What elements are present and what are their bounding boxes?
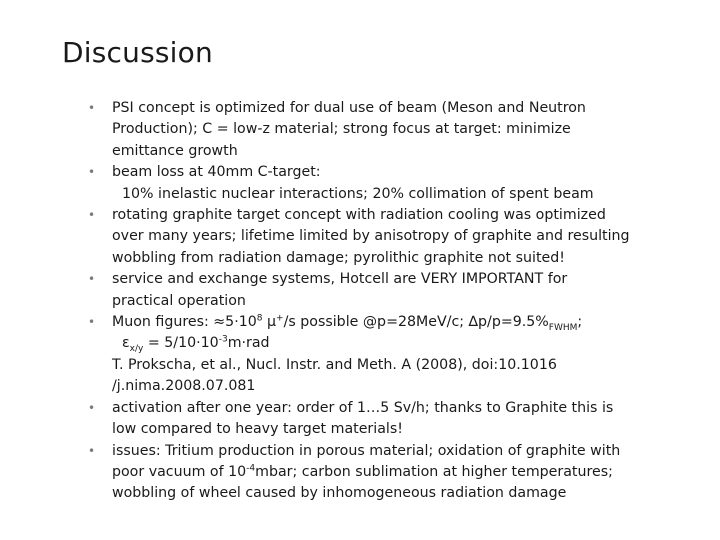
muon-charge: + — [276, 313, 284, 324]
bullet-marker: • — [88, 400, 96, 415]
muon-semicolon: ; — [577, 314, 583, 331]
bullet-list — [88, 98, 698, 505]
muon-rate: /s possible @p=28MeV/c; ∆p/p=9.5% — [283, 314, 549, 331]
bullet-line: Production); C = low-z material; strong focus at target: minimize — [112, 121, 571, 138]
muon-symbol: μ — [262, 314, 277, 331]
reference-line: T. Prokscha, et al., Nucl. Instr. and Meth. A (2008), doi:10.1016 — [112, 356, 557, 373]
bullet-line: service and exchange systems, Hotcell are VERY IMPORTANT for — [112, 271, 568, 288]
muon-exponent: 8 — [256, 313, 263, 324]
bullet-line: activation after one year: order of 1…5 Sv/h; thanks to Graphite this is — [112, 399, 614, 416]
bullet-line: wobbling from radiation damage; pyrolithic graphite not suited! — [112, 249, 565, 266]
bullet-issues — [88, 441, 698, 505]
emittance-exponent: -3 — [218, 334, 228, 345]
bullet-psi-concept — [88, 98, 698, 162]
bullet-beam-loss — [88, 162, 698, 205]
bullet-line: PSI concept is optimized for dual use of beam (Meson and Neutron — [112, 100, 586, 116]
emittance-line — [112, 333, 698, 354]
slide-title: Discussion — [62, 36, 213, 69]
emittance-subscript: x/y — [129, 344, 144, 355]
fwhm-subscript: FWHM — [548, 322, 578, 333]
vacuum-post: mbar; carbon sublimation at higher temperatures; — [255, 463, 613, 480]
bullet-line: practical operation — [112, 292, 246, 309]
bullet-marker: • — [88, 443, 96, 458]
vacuum-exponent: -4 — [246, 463, 256, 474]
emittance-unit: m·rad — [227, 335, 270, 352]
bullet-line: beam loss at 40mm C-target: — [112, 164, 321, 181]
bullet-marker: • — [88, 272, 96, 287]
bullet-service-systems — [88, 269, 698, 312]
bullet-marker: • — [88, 208, 96, 223]
bullet-marker: • — [88, 101, 96, 115]
bullet-marker: • — [88, 315, 96, 330]
emittance-symbol: ε — [122, 335, 130, 352]
muon-rate-line — [112, 312, 698, 333]
bullet-line: 10% inelastic nuclear interactions; 20% collimation of spent beam — [122, 185, 594, 202]
muon-prefix: Muon figures: ≈5·10 — [112, 314, 257, 331]
bullet-line: wobbling of wheel caused by inhomogeneous radiation damage — [112, 485, 567, 502]
bullet-line: over many years; lifetime limited by anisotropy of graphite and resulting — [112, 228, 630, 245]
vacuum-pre: poor vacuum of 10 — [112, 463, 247, 480]
bullet-line: issues: Tritium production in porous material; oxidation of graphite with — [112, 442, 621, 459]
bullet-activation — [88, 398, 698, 441]
bullet-muon-figures — [88, 312, 698, 398]
reference-line: /j.nima.2008.07.081 — [112, 378, 256, 395]
vacuum-line — [112, 462, 698, 483]
bullet-rotating-target — [88, 205, 698, 269]
bullet-line: rotating graphite target concept with radiation cooling was optimized — [112, 207, 606, 224]
bullet-marker: • — [88, 165, 96, 180]
bullet-line: low compared to heavy target materials! — [112, 421, 403, 438]
emittance-value: = 5/10·10 — [143, 335, 219, 352]
bullet-line: emittance growth — [112, 142, 238, 159]
